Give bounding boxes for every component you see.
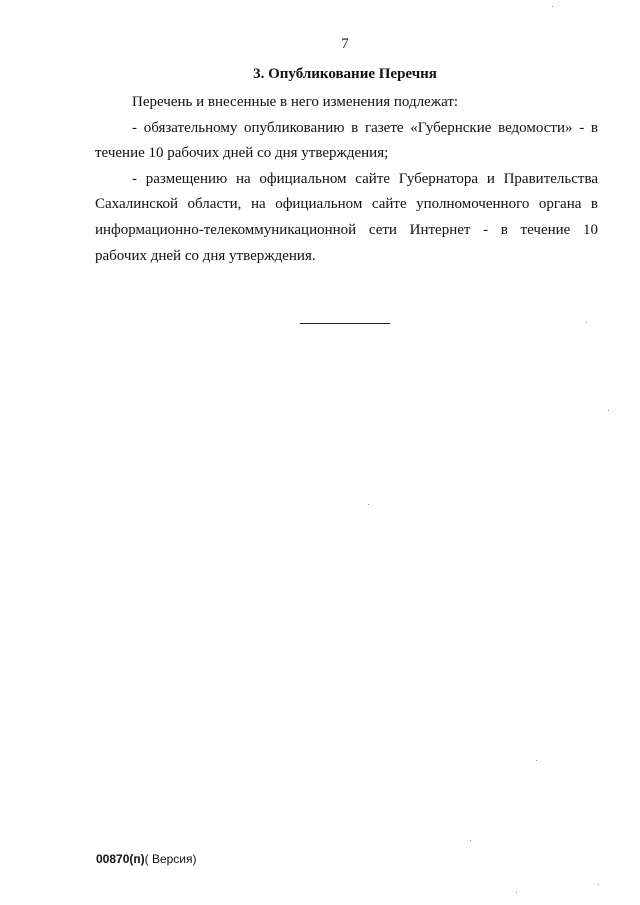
scan-speck (586, 322, 587, 323)
document-version-label: ( Версия) (144, 852, 197, 866)
scan-speck (552, 6, 553, 7)
scan-speck (368, 504, 369, 505)
scan-speck (470, 840, 471, 841)
scan-speck (516, 892, 517, 893)
paragraph-website-placement: - размещению на официальном сайте Губернатора и Правительства Сахалинской области, на официальном сайте уполномоченного органа в информационно-телекоммуникационной сети Интернет - в течение 10 рабочих дней со дня утверждения. (95, 170, 598, 264)
scan-speck (536, 760, 537, 761)
end-divider-line (300, 323, 390, 324)
paragraph-intro: Перечень и внесенные в него изменения подлежат: (132, 94, 459, 110)
document-code: 00870(п) (96, 852, 145, 866)
page-number: 7 (341, 36, 349, 52)
document-footer (96, 852, 197, 866)
document-body (95, 90, 598, 269)
scan-speck (598, 884, 599, 885)
section-heading: 3. Опубликование Перечня (253, 66, 437, 82)
paragraph-newspaper-publication: - обязательному опубликованию в газете «Губернские ведомости» - в течение 10 рабочих дней со дня утверждения; (95, 119, 598, 162)
scan-speck (608, 410, 609, 411)
